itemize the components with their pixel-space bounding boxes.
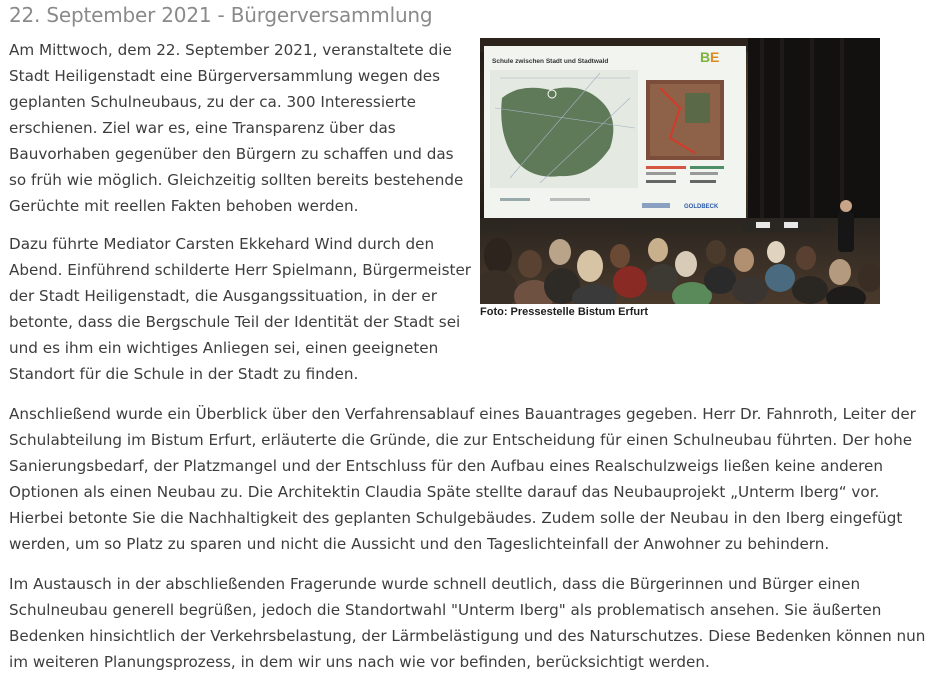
slide-title: Schule zwischen Stadt und Stadtwald [492, 58, 609, 65]
paragraph-overview: Anschließend wurde ein Überblick über den Verfahrensablauf eines Bauantrages gegeben. Herr Dr. Fahnroth, Leiter der Schulabteilung im Bistum Erfurt, erläuterte die Gründe, die zur Entscheidung für einen Schulneubau führten. Der hohe Sanierungsbedarf, der Platzmangel und der Entschluss für den Aufbau eines Realschulzweigs ließen keine anderen Optionen als einen Neubau zu. Die Architektin Claudia Späte stellte darauf das Neubauprojekt „Unterm Iberg“ vor. Hierbei betonte Sie die Nachhaltigkeit des geplanten Schulgebäudes. Zudem solle der Neubau in den Iberg eingefügt werden, um so Platz zu sparen und nicht die Aussicht und den Tageslichteinfall der Anwohner zu behindern. [9, 405, 916, 553]
event-photo-figure [480, 38, 880, 318]
paragraph-questions: Im Austausch in der abschließenden Fragerunde wurde schnell deutlich, dass die Bürgerinnen und Bürger einen Schulneubau generell begrüßen, jedoch die Standortwahl "Unterm Iberg" als problematisch ansehen. Sie äußerten Bedenken hinsichtlich der Verkehrsbelastung, der Lärmbelästigung und des Naturschutzes. Diese Bedenken können nun im weiteren Planungsprozess, in dem wir uns nach wie vor befinden, berücksichtigt werden. [9, 575, 926, 671]
paragraph-intro: Am Mittwoch, dem 22. September 2021, veranstaltete die Stadt Heiligenstadt eine Bürgerversammlung wegen des geplanten Schulneubaus, zu der ca. 300 Interessierte erschienen. Ziel war es, eine Transparenz über das Bauvorhaben gegenüber den Bürgern zu schaffen und das so früh wie möglich. Gleichzeitig sollten bereits bestehende Gerüchte mit reellen Fakten behoben werden. [9, 41, 464, 215]
page-title: 22. September 2021 - Bürgerversammlung [9, 3, 433, 27]
paragraph-mediator: Dazu führte Mediator Carsten Ekkehard Wind durch den Abend. Einführend schilderte Herr Spielmann, Bürgermeister der Stadt Heiligenstadt, die Ausgangssituation, in der er betonte, dass die Bergschule Teil der Identität der Stadt sei und es ihm ein wichtiges Anliegen sei, einen geeigneten Standort für die Schule in der Stadt zu finden. [9, 235, 472, 383]
event-photo [480, 38, 880, 304]
svg-text:B: B [700, 49, 711, 65]
slide-logo-goldbeck: GOLDBECK [684, 204, 719, 210]
svg-text:E: E [710, 49, 720, 65]
photo-caption: Foto: Pressestelle Bistum Erfurt [480, 306, 649, 318]
event-photo-illustration [480, 38, 880, 304]
